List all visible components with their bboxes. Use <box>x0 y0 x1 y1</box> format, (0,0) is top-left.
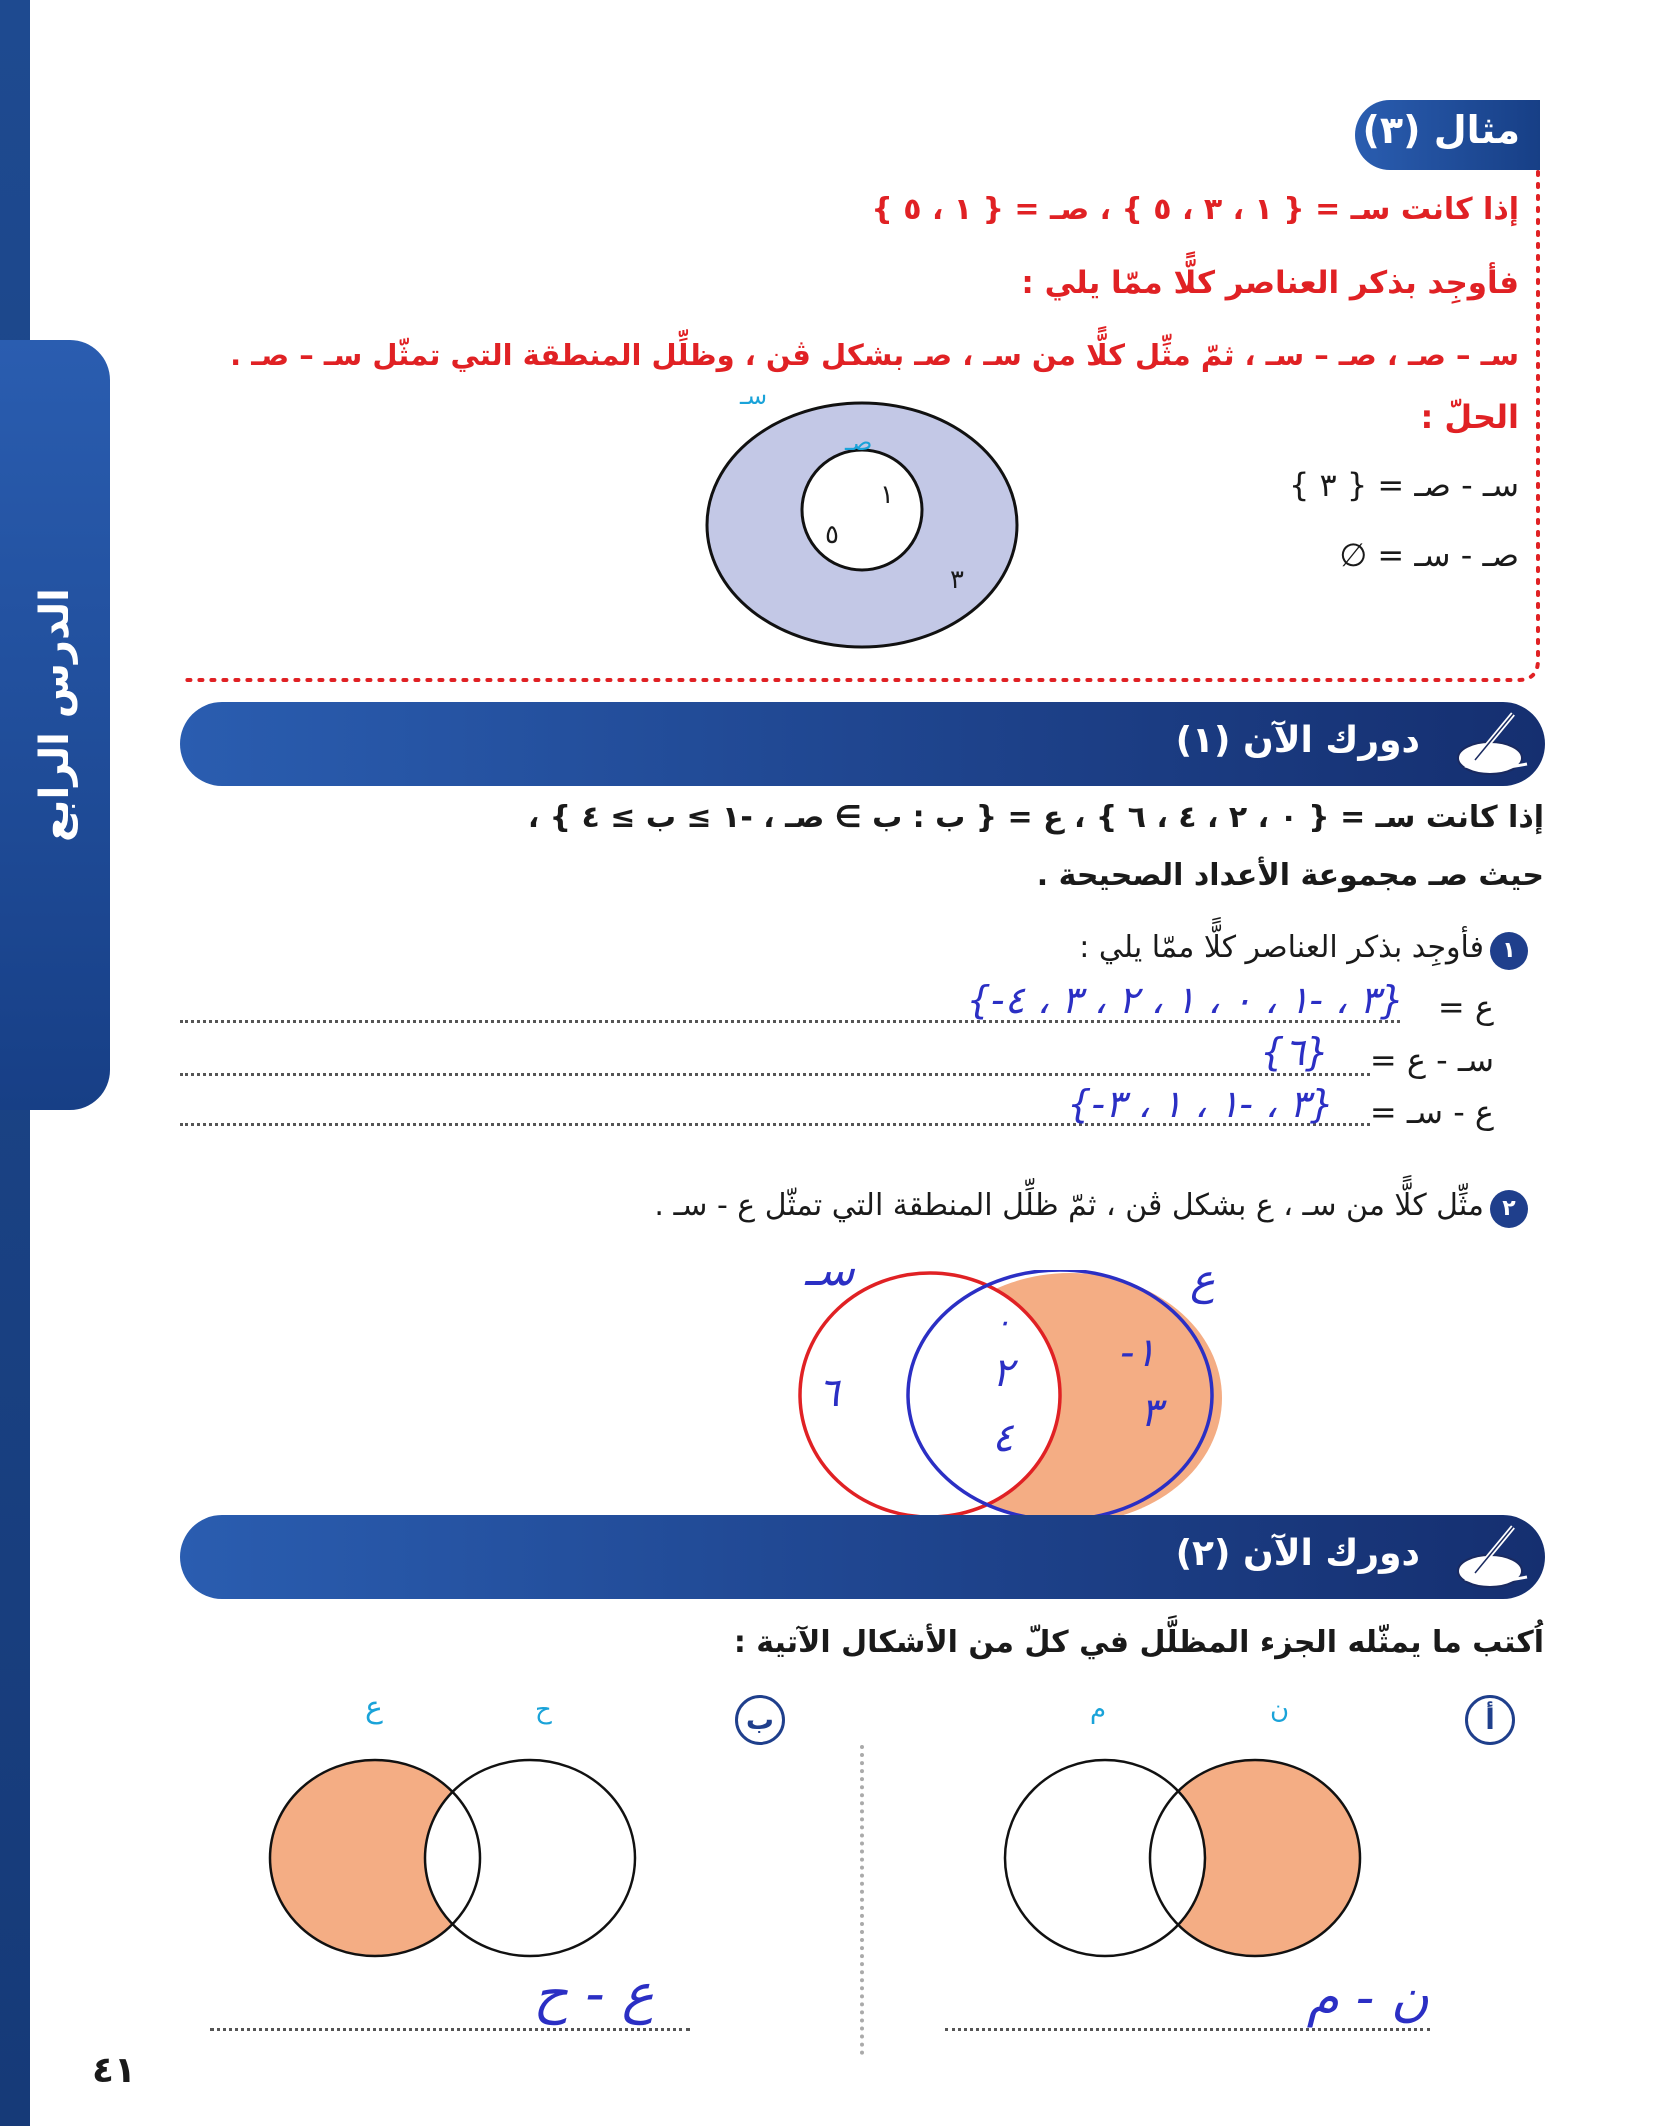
try2-banner-title: دورك الآن (٢) <box>1175 1533 1420 1574</box>
fig-a-tag-label: أ <box>1485 1703 1495 1736</box>
q2-venn-left-label: سـ <box>805 1245 855 1296</box>
example-title-pill <box>1334 100 1540 170</box>
try2-banner <box>180 1515 1545 1599</box>
try2-instruction: اُكتب ما يمثّله الجزء المظلَّل في كلّ من الأشكال الآتية : <box>733 1625 1544 1660</box>
q1-line-answer: {٦} <box>1260 1030 1329 1074</box>
q2-venn-element: ٤ <box>992 1415 1014 1461</box>
try1-banner-title: دورك الآن (١) <box>1175 720 1420 761</box>
fig-a-left-set-label: م <box>1090 1695 1107 1725</box>
fig-b-tag <box>735 1695 785 1745</box>
pen-hand-icon <box>1435 708 1535 780</box>
q1-line-answer: {-٣ ، -١ ، ٠ ، ١ ، ٢ ، ٣ ، ٤} <box>966 978 1404 1022</box>
fig-a-venn <box>990 1740 1380 1980</box>
q1-line-prefix: ع - سـ = <box>1369 1093 1494 1131</box>
q1-line-prefix: سـ - ع = <box>1369 1041 1494 1079</box>
venn-element: ٥ <box>825 520 839 550</box>
fig-b-right-set-label: ح <box>535 1695 552 1725</box>
venn-element: ١ <box>880 480 894 510</box>
lesson-side-tab <box>0 340 110 1110</box>
solution-result-2: صـ - سـ = ∅ <box>1339 536 1519 574</box>
example-instruction: فأوجِد بذكر العناصر كلًّا ممّا يلي : <box>1021 265 1519 301</box>
q2-text: مثِّل كلًّا من سـ ، ع بشكل ڤن ، ثمّ ظلِّل المنطقة التي تمثّل ع - سـ . <box>654 1188 1484 1223</box>
q1-number-badge <box>1490 932 1528 970</box>
q2-venn-element: ٢ <box>992 1350 1014 1396</box>
q1-text: فأوجِد بذكر العناصر كلًّا ممّا يلي : <box>1079 930 1484 965</box>
try1-given: إذا كانت سـ = { ٠ ، ٢ ، ٤ ، ٦ } ، ع = { ب : ب ∋ صـ ، -١ ≥ ب ≥ ٤ } ، <box>527 800 1544 835</box>
fig-a-right-set-label: ن <box>1270 1695 1290 1725</box>
q1-line-prefix: ع = <box>1437 988 1494 1026</box>
example-given: إذا كانت سـ = { ١ ، ٣ ، ٥ } ، صـ = { ١ ، ٥ } <box>871 192 1519 227</box>
solution-result-1: سـ - صـ = { ٣ } <box>1288 466 1519 504</box>
q2-number-badge <box>1490 1190 1528 1228</box>
try1-banner <box>180 702 1545 786</box>
fig-a-tag <box>1465 1695 1515 1745</box>
answer-line <box>210 2028 690 2031</box>
venn-outer-label: سـ <box>740 382 768 410</box>
example-title: مثال (٣) : <box>1334 108 1520 152</box>
try1-condition: حيث صـ مجموعة الأعداد الصحيحة . <box>1036 858 1544 893</box>
venn-element: ٣ <box>950 565 964 595</box>
q2-venn-right-label: ع <box>1190 1255 1216 1304</box>
fig-b-answer: ع - ح <box>533 1962 654 2025</box>
answer-line <box>945 2028 1430 2031</box>
shaded-region-e-minus-s <box>918 1273 1222 1523</box>
fig-a-answer: ن - م <box>1306 1968 1429 2028</box>
fig-b-left-set-label: ع <box>365 1690 383 1725</box>
lesson-side-tab-label: الدرس الرابع <box>32 588 78 842</box>
q1-line-answer: {-٣ ، -١ ، ١ ، ٣} <box>1067 1082 1334 1126</box>
venn-inner-set <box>802 450 922 570</box>
q2-venn-element: ٠ <box>995 1305 1012 1340</box>
example-venn-diagram <box>690 385 1040 655</box>
figure-divider <box>860 1745 864 2055</box>
pen-hand-icon <box>1435 1521 1535 1593</box>
q1-number: ١ <box>1502 938 1516 963</box>
example-tasks: سـ – صـ ، صـ – سـ ، ثمّ مثِّل كلًّا من سـ ، صـ بشكل ڤن ، وظلِّل المنطقة التي تمثّل سـ – صـ . <box>230 338 1519 372</box>
q2-venn-element: ٣ <box>1140 1390 1162 1436</box>
answer-line <box>180 1073 1400 1076</box>
q2-number: ٢ <box>1502 1196 1516 1221</box>
page-number: ٤١ <box>92 2050 136 2091</box>
venn-inner-label: صـ <box>845 428 873 456</box>
q2-venn-element: -١ <box>1120 1330 1156 1376</box>
q2-venn-element: ٦ <box>818 1370 840 1416</box>
solution-label: الحلّ : <box>1420 398 1519 436</box>
fig-b-venn <box>255 1740 655 1980</box>
fig-b-tag-label: ب <box>745 1703 775 1736</box>
